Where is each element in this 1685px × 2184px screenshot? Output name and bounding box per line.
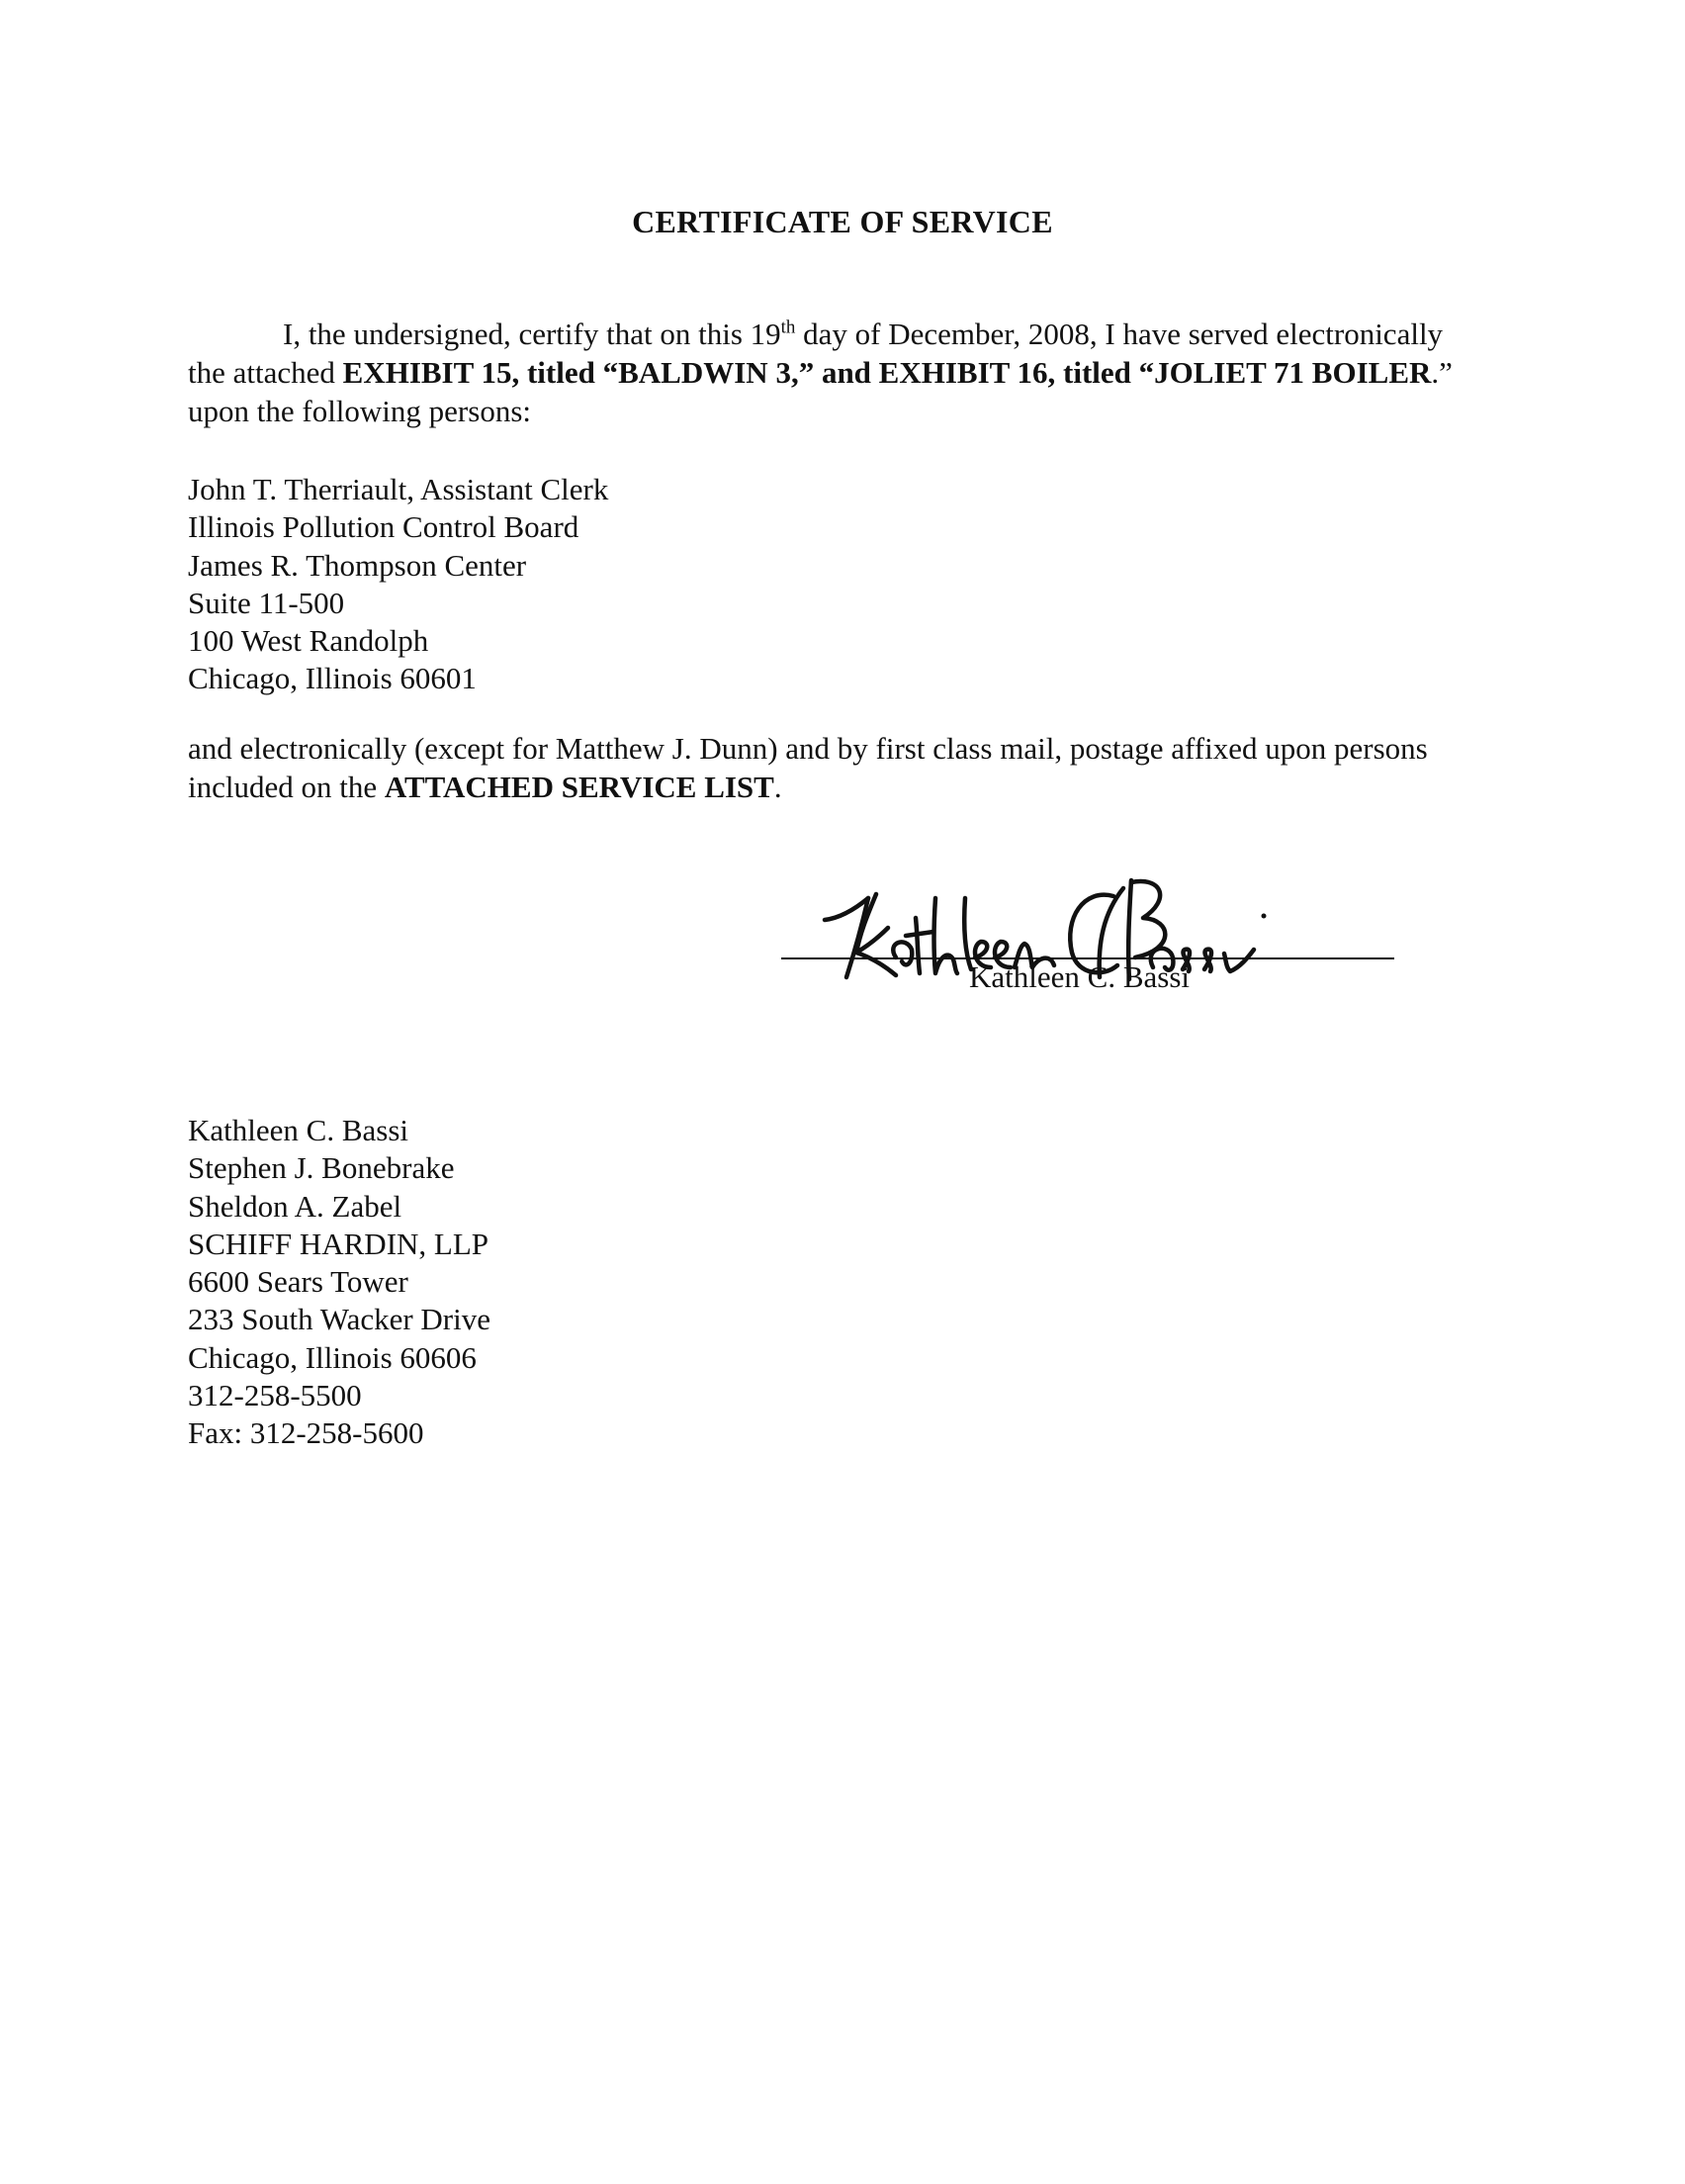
service-text: and electronically (except for Matthew J. Dunn) and by first class mail, postage affixed upon persons included on the (188, 731, 1428, 804)
service-list-reference: ATTACHED SERVICE LIST (384, 770, 774, 804)
exhibits-title: EXHIBIT 15, titled “BALDWIN 3,” and EXHIBIT 16, titled “JOLIET 71 BOILER (342, 355, 1432, 390)
recipient-address-line: Suite 11-500 (188, 585, 345, 620)
signature-block (781, 859, 1394, 1007)
ordinal-suffix: th (780, 317, 796, 338)
sender-address-line: Kathleen C. Bassi (188, 1113, 408, 1147)
sender-address-line: 233 South Wacker Drive (188, 1302, 491, 1337)
recipient-address-block (188, 471, 608, 698)
service-paragraph (188, 729, 1473, 806)
sender-address-block (188, 1112, 490, 1453)
certification-paragraph (188, 315, 1473, 430)
sender-address-line: Stephen J. Bonebrake (188, 1150, 455, 1186)
certification-text-start: I, the undersigned, certify that on this 19 (283, 317, 781, 351)
certification-text-end: .” upon the following persons: (188, 355, 1453, 428)
sender-address-line: Chicago, Illinois 60606 (188, 1339, 477, 1375)
sender-address-line: Sheldon A. Zabel (188, 1188, 402, 1224)
sender-address-line: 312-258-5500 (188, 1378, 362, 1413)
sender-address-line: Fax: 312-258-5600 (188, 1415, 424, 1451)
document-title: CERTIFICATE OF SERVICE (632, 204, 1053, 239)
recipient-address-line: Illinois Pollution Control Board (188, 509, 579, 545)
recipient-address-line: Chicago, Illinois 60601 (188, 661, 477, 696)
sender-address-line: 6600 Sears Tower (188, 1264, 408, 1300)
service-text-end: . (773, 770, 782, 804)
recipient-address-line: 100 West Randolph (188, 623, 429, 659)
certification-text-middle: day of December, 2008, I have served electronically the attached (188, 317, 1444, 390)
signatory-name: Kathleen C. Bassi (969, 959, 1190, 994)
recipient-address-line: James R. Thompson Center (188, 547, 527, 583)
sender-address-line: SCHIFF HARDIN, LLP (188, 1226, 489, 1261)
recipient-address-line: John T. Therriault, Assistant Clerk (188, 472, 609, 506)
